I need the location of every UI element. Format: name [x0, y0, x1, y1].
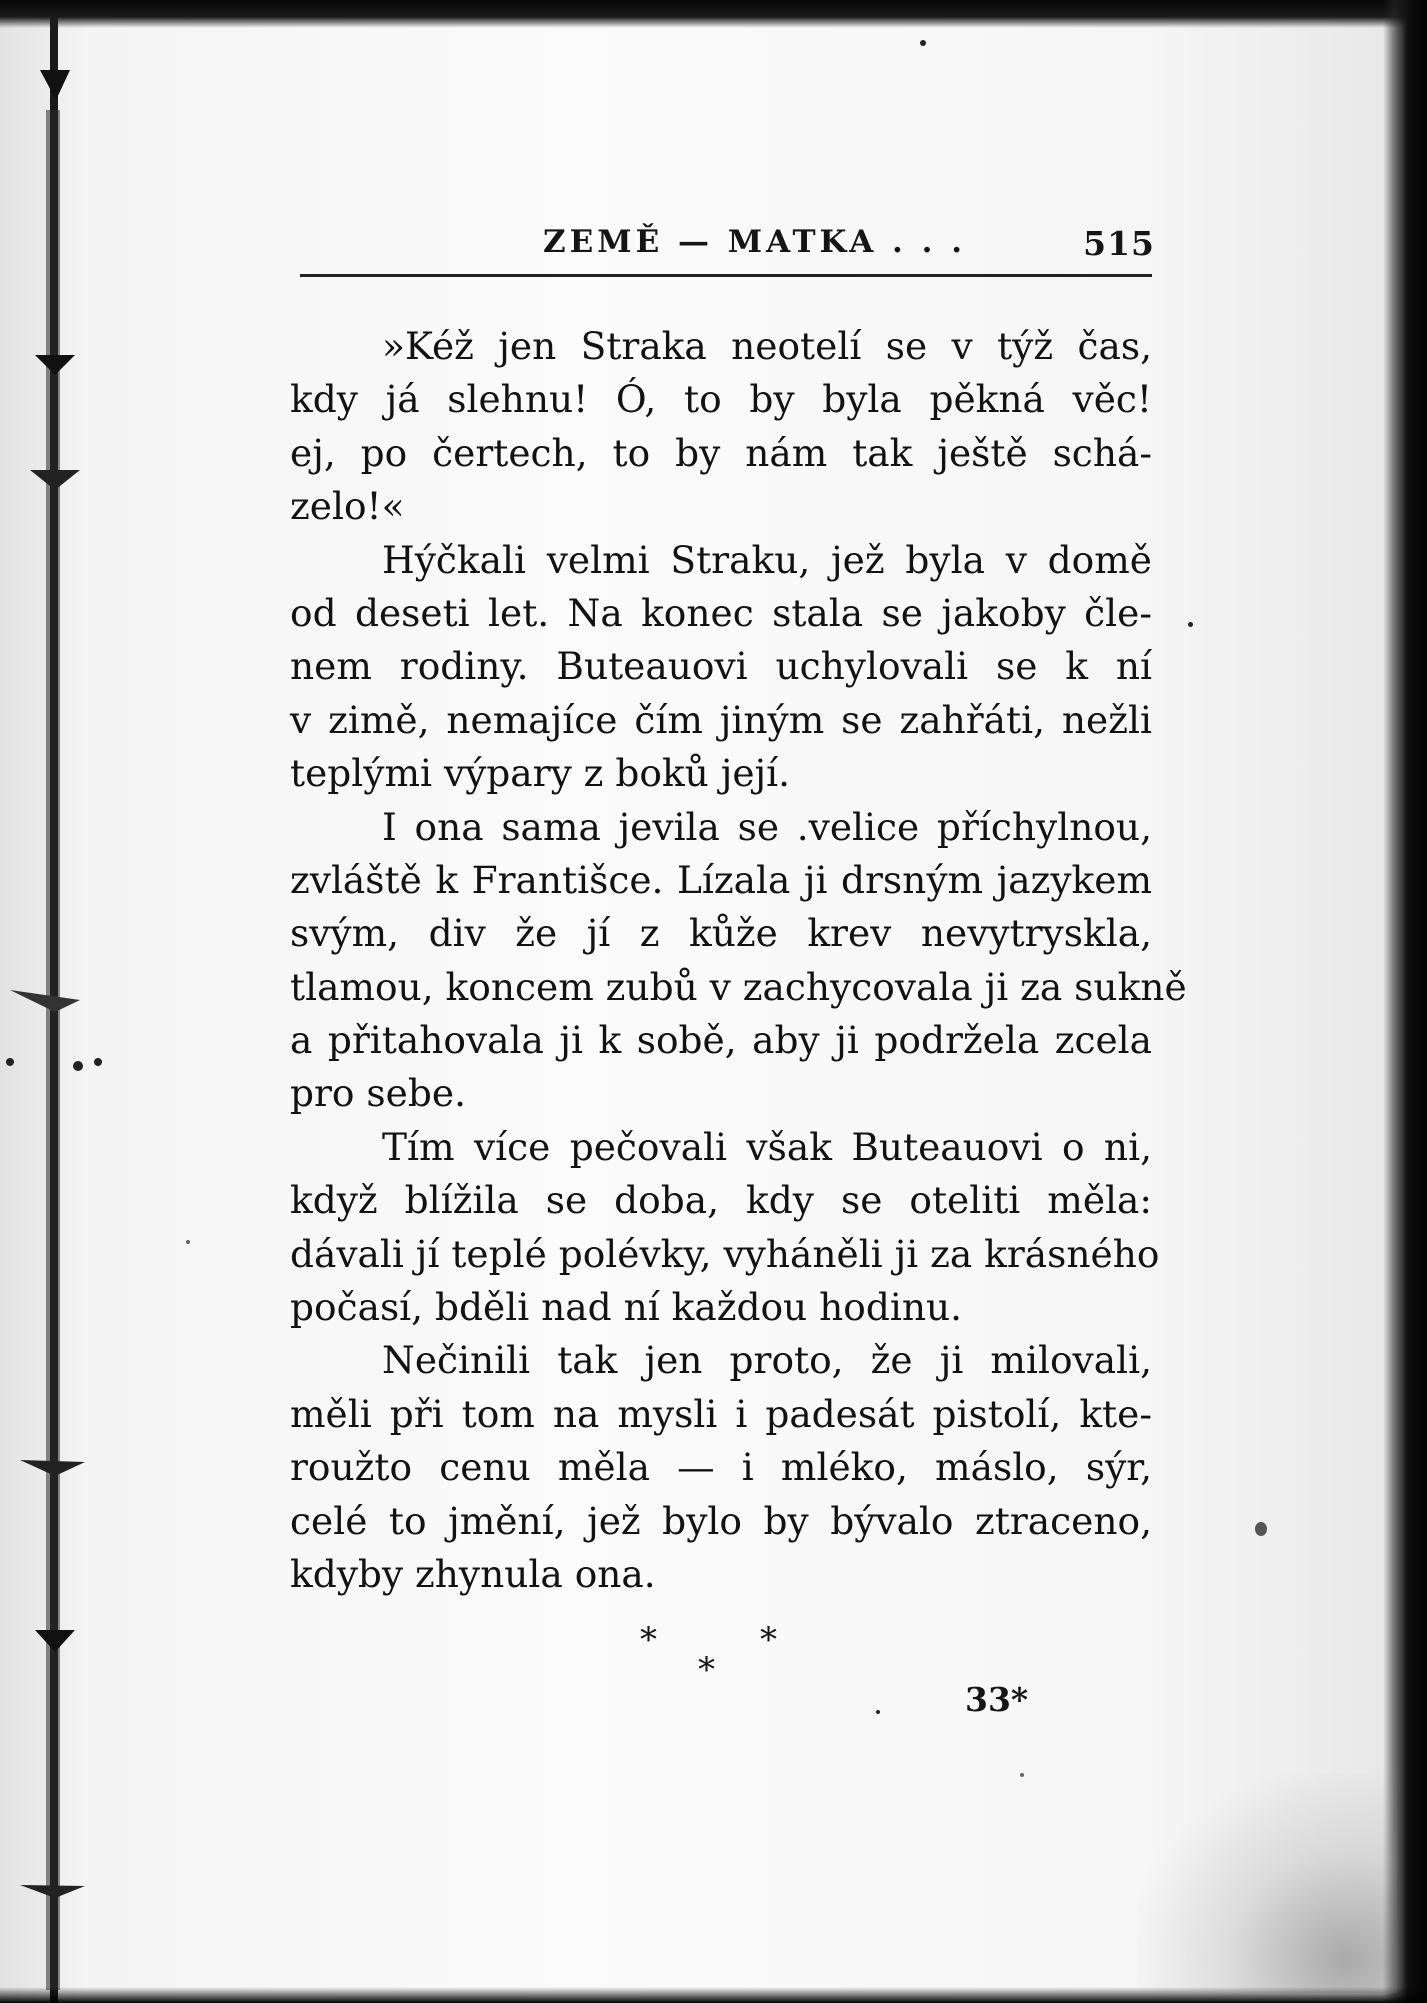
text-line: Tím více pečovali však Buteauovi o ni,: [382, 1124, 1152, 1169]
text-line: počasí, bděli nad ní každou hodinu.: [290, 1285, 963, 1330]
section-break-asterisk: *: [698, 1650, 715, 1690]
text-line: nem rodiny. Buteauovi uchylovali se k ní: [290, 644, 1152, 689]
text-line: I ona sama jevila se .velice příchylnou,: [382, 804, 1152, 849]
section-break-asterisk: *: [760, 1620, 777, 1660]
text-line: kdy já slehnu! Ó, to by byla pěkná věc!: [290, 377, 1152, 422]
text-line: a přitahovala ji k sobě, aby ji podržela zcela: [290, 1018, 1152, 1063]
scan-speck: [1020, 1773, 1024, 1777]
text-line: když blížila se doba, kdy se oteliti měla:: [290, 1178, 1152, 1223]
scan-speck: [1255, 1522, 1267, 1536]
scan-speck: [920, 40, 926, 46]
page-header: [295, 220, 1155, 270]
text-line: svým, div že jí z kůže krev nevytryskla,: [290, 911, 1152, 956]
text-line: měli při tom na mysli i padesát pistolí, kte-: [290, 1391, 1152, 1436]
text-line: roužto cenu měla — i mléko, máslo, sýr,: [290, 1445, 1152, 1490]
section-break: [620, 1620, 800, 1710]
text-line: od deseti let. Na konec stala se jakoby čle-: [290, 590, 1152, 635]
signature-mark: 33*: [965, 1680, 1029, 1719]
text-line: celé to jmění, jež bylo by bývalo ztraceno,: [290, 1498, 1152, 1543]
text-line: v zimě, nemajíce čím jiným se zahřáti, nežli: [290, 697, 1152, 742]
scan-right-edge: [1383, 0, 1427, 2003]
section-break-asterisk: *: [640, 1620, 657, 1660]
running-title: ZEMĚ — MATKA . . .: [543, 224, 967, 260]
paragraph: [290, 534, 1152, 801]
text-line: Nečinili tak jen proto, že ji milovali,: [382, 1338, 1152, 1383]
text-line: dávali jí teplé polévky, vyháněli ji za krásného: [290, 1231, 1160, 1276]
text-line: teplými výpary z boků její.: [290, 751, 791, 796]
text-line: pro sebe.: [290, 1071, 466, 1116]
header-rule: [300, 274, 1152, 277]
text-line: ej, po čertech, to by nám tak ještě schá-: [290, 430, 1152, 475]
scan-speck: [186, 1240, 190, 1244]
text-line: kdyby zhynula ona.: [290, 1551, 656, 1596]
text-line: »Kéž jen Straka neotelí se v týž čas,: [382, 324, 1152, 368]
text-line: zvláště k Františce. Lízala ji drsným jazykem: [290, 857, 1152, 902]
binding-spine-edge: [0, 0, 120, 2003]
scan-speck: [876, 1710, 880, 1714]
page-number: 515: [1083, 224, 1155, 263]
paragraph: [290, 1334, 1152, 1601]
text-line: zelo!«: [290, 484, 405, 529]
paragraph: [290, 320, 1152, 534]
body-text: [290, 320, 1187, 1601]
paragraph: [290, 1121, 1160, 1335]
scan-top-edge: [0, 0, 1427, 28]
scan-corner-smudge: [1137, 1773, 1397, 1993]
text-line: tlamou, koncem zubů v zachycovala ji za sukně: [290, 964, 1187, 1009]
paragraph: [290, 801, 1187, 1121]
text-line: Hýčkali velmi Straku, jež byla v domě: [382, 537, 1152, 582]
scan-speck: [1188, 622, 1193, 627]
